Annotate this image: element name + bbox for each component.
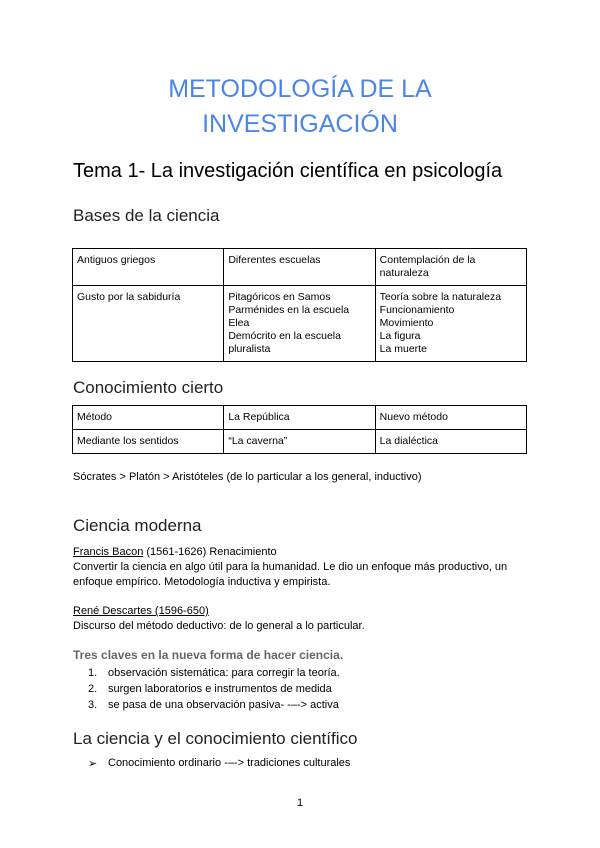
table-cell: Teoría sobre la naturaleza Funcionamiento Movimiento La figura La muerte	[375, 286, 526, 362]
table-cell: Diferentes escuelas	[224, 249, 375, 286]
bases-table	[72, 248, 527, 362]
bacon-description-line: enfoque empírico. Metodología inductiva y empirista.	[73, 576, 331, 588]
section-heading-conocimiento: Conocimiento cierto	[73, 378, 224, 397]
bacon-heading: Francis Bacon (1561-1626) Renacimiento	[73, 546, 277, 558]
table-cell: La República	[224, 406, 375, 430]
claves-heading: Tres claves en la nueva forma de hacer ciencia.	[73, 648, 344, 662]
page-number: 1	[296, 797, 304, 809]
list-item: 2. surgen laboratorios e instrumentos de medida	[88, 683, 332, 695]
section-heading-ciencia-conocimiento: La ciencia y el conocimiento científico	[73, 729, 358, 748]
arrow-bullet-icon: ➢	[88, 758, 98, 770]
table-row	[73, 406, 527, 430]
table-row	[73, 286, 527, 362]
list-item: ➢ Conocimiento ordinario -–-> tradiciones culturales	[88, 757, 351, 770]
philosophers-note: Sócrates > Platón > Aristóteles (de lo particular a los general, inductivo)	[73, 471, 422, 483]
table-row	[73, 430, 527, 454]
table-cell: Método	[73, 406, 224, 430]
list-item: 1. observación sistemática: para corregir la teoría.	[88, 667, 340, 679]
document-title: METODOLOGÍA DE LA INVESTIGACIÓN	[168, 75, 432, 138]
table-cell: Gusto por la sabiduría	[73, 286, 224, 362]
topic-heading: Tema 1- La investigación científica en psicología	[73, 160, 503, 182]
conocimiento-table	[72, 405, 527, 454]
table-cell: Contemplación de la naturaleza	[375, 249, 526, 286]
section-heading-ciencia-moderna: Ciencia moderna	[73, 516, 202, 535]
table-cell: Mediante los sentidos	[73, 430, 224, 454]
list-item: 3. se pasa de una observación pasiva- -–-> activa	[88, 699, 339, 711]
table-row	[73, 249, 527, 286]
descartes-description: Discurso del método deductivo: de lo general a lo particular.	[73, 620, 365, 632]
bacon-description-line: Convertir la ciencia en algo útil para la humanidad. Le dio un enfoque más productivo, un	[73, 561, 508, 573]
bacon-name: Francis Bacon	[73, 546, 144, 558]
table-cell: “La caverna”	[224, 430, 375, 454]
descartes-heading: René Descartes (1596-650)	[73, 605, 209, 617]
table-cell: Antiguos griegos	[73, 249, 224, 286]
table-cell: Pitagóricos en Samos Parménides en la escuela Elea Demócrito en la escuela pluralista	[224, 286, 375, 362]
section-heading-bases: Bases de la ciencia	[73, 206, 220, 225]
table-cell: Nuevo método	[375, 406, 526, 430]
claves-list	[88, 667, 340, 715]
table-cell: La dialéctica	[375, 430, 526, 454]
